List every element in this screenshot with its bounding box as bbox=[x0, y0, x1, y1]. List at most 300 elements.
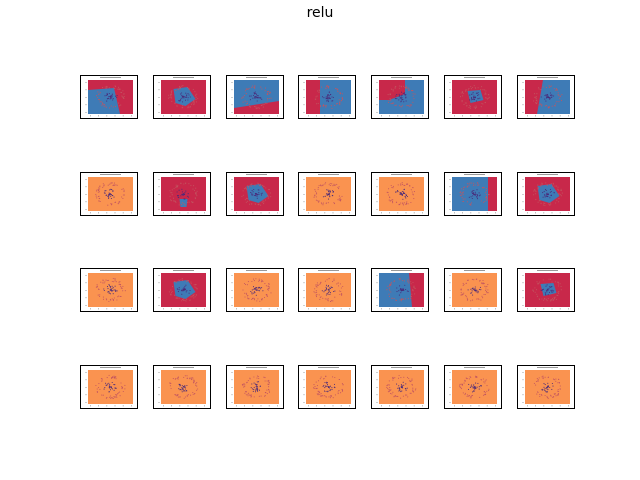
data-point bbox=[555, 103, 556, 104]
data-point bbox=[392, 380, 393, 381]
data-point bbox=[413, 93, 414, 94]
data-point bbox=[536, 98, 537, 99]
data-point bbox=[397, 191, 398, 192]
data-point bbox=[557, 295, 558, 296]
x-tick bbox=[552, 212, 553, 214]
data-point bbox=[255, 96, 256, 97]
data-point bbox=[548, 385, 549, 386]
data-point bbox=[475, 87, 476, 88]
data-point bbox=[245, 391, 246, 392]
subplot-4-2 bbox=[153, 365, 211, 409]
thumbnail-title bbox=[100, 367, 121, 368]
x-tick bbox=[277, 308, 278, 310]
x-tick bbox=[341, 212, 342, 214]
data-point bbox=[190, 395, 191, 396]
data-point bbox=[262, 290, 263, 291]
x-tick bbox=[171, 212, 172, 214]
data-point bbox=[188, 94, 189, 95]
x-tick bbox=[308, 212, 309, 214]
data-point bbox=[552, 383, 553, 384]
data-point bbox=[254, 92, 255, 93]
x-tick bbox=[236, 405, 237, 407]
data-point bbox=[475, 386, 476, 387]
subplot-1-7 bbox=[517, 75, 575, 119]
data-point bbox=[192, 392, 193, 393]
data-point bbox=[536, 381, 537, 382]
data-point bbox=[106, 95, 107, 96]
data-point bbox=[241, 98, 242, 99]
subplot-3-3 bbox=[226, 268, 284, 312]
data-point bbox=[177, 298, 178, 299]
data-point bbox=[194, 393, 195, 394]
y-tick bbox=[303, 275, 305, 276]
x-tick bbox=[196, 212, 197, 214]
data-point bbox=[247, 295, 248, 296]
y-tick bbox=[376, 179, 378, 180]
data-point bbox=[412, 194, 413, 195]
data-point bbox=[246, 293, 247, 294]
data-point bbox=[185, 396, 186, 397]
data-point bbox=[561, 94, 562, 95]
data-point bbox=[409, 381, 410, 382]
data-point bbox=[322, 290, 323, 291]
data-point bbox=[476, 107, 477, 108]
y-tick bbox=[522, 387, 524, 388]
data-point bbox=[253, 376, 254, 377]
data-point bbox=[317, 388, 318, 389]
data-point bbox=[256, 300, 257, 301]
data-point bbox=[97, 91, 98, 92]
data-point bbox=[113, 376, 114, 377]
data-point bbox=[105, 383, 106, 384]
data-point bbox=[463, 194, 464, 195]
data-point bbox=[244, 386, 245, 387]
data-point bbox=[461, 92, 462, 93]
data-point bbox=[264, 377, 265, 378]
x-tick bbox=[123, 212, 124, 214]
data-point bbox=[466, 377, 467, 378]
data-point bbox=[332, 300, 333, 301]
subplot-2-4 bbox=[298, 172, 356, 216]
data-point bbox=[268, 189, 269, 190]
thumbnail-plot bbox=[227, 366, 284, 409]
data-point bbox=[468, 389, 469, 390]
data-point bbox=[194, 91, 195, 92]
data-point bbox=[329, 92, 330, 93]
y-tick bbox=[522, 290, 524, 291]
data-point bbox=[184, 398, 185, 399]
data-point bbox=[328, 101, 329, 102]
data-point bbox=[179, 280, 180, 281]
data-point bbox=[472, 295, 473, 296]
data-point bbox=[183, 193, 184, 194]
data-point bbox=[387, 384, 388, 385]
data-point bbox=[411, 283, 412, 284]
data-point bbox=[258, 194, 259, 195]
subplot-4-5 bbox=[371, 365, 429, 409]
thumbnail-plot bbox=[81, 269, 138, 312]
data-point bbox=[545, 101, 546, 102]
data-point bbox=[337, 187, 338, 188]
y-tick bbox=[449, 305, 451, 306]
y-tick bbox=[85, 380, 87, 381]
data-point bbox=[256, 385, 257, 386]
data-point bbox=[536, 103, 537, 104]
data-point bbox=[540, 203, 541, 204]
data-point bbox=[388, 194, 389, 195]
data-point bbox=[185, 388, 186, 389]
data-point bbox=[413, 198, 414, 199]
data-point bbox=[183, 300, 184, 301]
y-tick bbox=[158, 380, 160, 381]
data-point bbox=[475, 387, 476, 388]
data-point bbox=[327, 279, 328, 280]
data-point bbox=[390, 393, 391, 394]
subplot-3-6 bbox=[444, 268, 502, 312]
data-point bbox=[540, 89, 541, 90]
y-tick bbox=[85, 194, 87, 195]
x-tick bbox=[495, 115, 496, 117]
data-point bbox=[389, 290, 390, 291]
data-point bbox=[542, 290, 543, 291]
x-tick bbox=[406, 115, 407, 117]
data-point bbox=[264, 104, 265, 105]
data-point bbox=[536, 96, 537, 97]
data-point bbox=[547, 284, 548, 285]
data-point bbox=[124, 385, 125, 386]
data-point bbox=[462, 95, 463, 96]
data-point bbox=[182, 299, 183, 300]
y-tick bbox=[158, 202, 160, 203]
data-point bbox=[549, 387, 550, 388]
data-point bbox=[186, 385, 187, 386]
data-point bbox=[486, 190, 487, 191]
y-tick bbox=[303, 305, 305, 306]
data-point bbox=[405, 197, 406, 198]
y-tick bbox=[376, 402, 378, 403]
y-tick bbox=[449, 82, 451, 83]
data-point bbox=[259, 301, 260, 302]
data-point bbox=[400, 391, 401, 392]
data-point bbox=[327, 97, 328, 98]
data-point bbox=[246, 202, 247, 203]
data-point bbox=[120, 286, 121, 287]
data-point bbox=[484, 391, 485, 392]
data-point bbox=[554, 186, 555, 187]
y-tick bbox=[449, 372, 451, 373]
data-point bbox=[470, 376, 471, 377]
data-point bbox=[342, 93, 343, 94]
x-tick bbox=[414, 115, 415, 117]
data-point bbox=[394, 377, 395, 378]
data-point bbox=[460, 295, 461, 296]
y-tick bbox=[376, 305, 378, 306]
data-point bbox=[179, 87, 180, 88]
data-point bbox=[561, 289, 562, 290]
data-point bbox=[415, 288, 416, 289]
data-point bbox=[550, 189, 551, 190]
data-point bbox=[543, 383, 544, 384]
data-point bbox=[547, 391, 548, 392]
data-point bbox=[405, 97, 406, 98]
data-point bbox=[472, 195, 473, 196]
x-tick bbox=[333, 212, 334, 214]
data-point bbox=[119, 105, 120, 106]
data-point bbox=[119, 281, 120, 282]
data-point bbox=[108, 197, 109, 198]
data-point bbox=[542, 289, 543, 290]
x-tick bbox=[454, 212, 455, 214]
data-point bbox=[474, 288, 475, 289]
data-point bbox=[539, 396, 540, 397]
data-point bbox=[558, 393, 559, 394]
data-point bbox=[328, 290, 329, 291]
y-tick bbox=[522, 112, 524, 113]
data-point bbox=[107, 93, 108, 94]
data-point bbox=[543, 279, 544, 280]
data-point bbox=[174, 103, 175, 104]
x-tick bbox=[244, 308, 245, 310]
data-point bbox=[243, 195, 244, 196]
data-point bbox=[470, 396, 471, 397]
data-point bbox=[533, 291, 534, 292]
data-point bbox=[171, 292, 172, 293]
data-point bbox=[316, 290, 317, 291]
data-point bbox=[329, 184, 330, 185]
data-point bbox=[387, 286, 388, 287]
data-point bbox=[330, 397, 331, 398]
data-point bbox=[186, 375, 187, 376]
data-point bbox=[473, 192, 474, 193]
data-point bbox=[316, 192, 317, 193]
data-point bbox=[260, 386, 261, 387]
data-point bbox=[398, 390, 399, 391]
data-point bbox=[96, 197, 97, 198]
data-point bbox=[471, 386, 472, 387]
data-point bbox=[552, 298, 553, 299]
data-point bbox=[107, 280, 108, 281]
data-point bbox=[181, 189, 182, 190]
data-point bbox=[112, 281, 113, 282]
data-point bbox=[196, 97, 197, 98]
data-point bbox=[170, 95, 171, 96]
data-point bbox=[558, 394, 559, 395]
data-point bbox=[403, 204, 404, 205]
data-point bbox=[546, 388, 547, 389]
data-point bbox=[481, 200, 482, 201]
data-point bbox=[101, 101, 102, 102]
data-point bbox=[539, 282, 540, 283]
y-tick bbox=[522, 209, 524, 210]
data-point bbox=[268, 382, 269, 383]
data-point bbox=[261, 105, 262, 106]
data-point bbox=[396, 202, 397, 203]
data-point bbox=[326, 391, 327, 392]
data-point bbox=[181, 95, 182, 96]
data-point bbox=[473, 183, 474, 184]
data-point bbox=[316, 382, 317, 383]
data-point bbox=[110, 95, 111, 96]
data-point bbox=[553, 379, 554, 380]
data-point bbox=[182, 191, 183, 192]
y-tick bbox=[231, 305, 233, 306]
data-point bbox=[412, 102, 413, 103]
data-point bbox=[460, 96, 461, 97]
data-point bbox=[542, 376, 543, 377]
x-tick bbox=[277, 212, 278, 214]
data-point bbox=[103, 395, 104, 396]
data-point bbox=[414, 293, 415, 294]
data-point bbox=[185, 93, 186, 94]
data-point bbox=[314, 288, 315, 289]
data-point bbox=[334, 105, 335, 106]
data-point bbox=[315, 284, 316, 285]
data-point bbox=[562, 193, 563, 194]
data-point bbox=[471, 191, 472, 192]
data-point bbox=[110, 389, 111, 390]
data-point bbox=[483, 187, 484, 188]
data-point bbox=[328, 298, 329, 299]
data-point bbox=[462, 91, 463, 92]
data-point bbox=[332, 281, 333, 282]
data-point bbox=[551, 183, 552, 184]
data-point bbox=[99, 296, 100, 297]
data-point bbox=[110, 287, 111, 288]
data-point bbox=[537, 101, 538, 102]
data-point bbox=[396, 98, 397, 99]
y-tick bbox=[85, 305, 87, 306]
y-tick bbox=[85, 97, 87, 98]
data-point bbox=[247, 394, 248, 395]
data-point bbox=[319, 284, 320, 285]
x-tick bbox=[90, 212, 91, 214]
thumbnail-title bbox=[391, 77, 412, 78]
thumbnail-title bbox=[100, 77, 121, 78]
thumbnail-plot bbox=[372, 76, 429, 119]
data-point bbox=[321, 377, 322, 378]
data-point bbox=[110, 196, 111, 197]
data-point bbox=[401, 384, 402, 385]
data-point bbox=[472, 198, 473, 199]
data-point bbox=[552, 106, 553, 107]
data-point bbox=[329, 193, 330, 194]
x-tick bbox=[115, 212, 116, 214]
y-tick bbox=[522, 202, 524, 203]
y-tick bbox=[449, 202, 451, 203]
data-point bbox=[471, 196, 472, 197]
data-point bbox=[561, 286, 562, 287]
data-point bbox=[259, 290, 260, 291]
thumbnail-plot bbox=[518, 173, 575, 216]
data-point bbox=[549, 286, 550, 287]
data-point bbox=[393, 378, 394, 379]
data-point bbox=[104, 104, 105, 105]
data-point bbox=[551, 290, 552, 291]
y-tick bbox=[158, 187, 160, 188]
data-point bbox=[119, 201, 120, 202]
data-point bbox=[177, 185, 178, 186]
data-point bbox=[539, 298, 540, 299]
data-point bbox=[552, 290, 553, 291]
x-tick bbox=[261, 212, 262, 214]
data-point bbox=[484, 286, 485, 287]
data-point bbox=[412, 90, 413, 91]
decision-region-overlay bbox=[306, 80, 320, 114]
data-point bbox=[393, 281, 394, 282]
data-point bbox=[196, 194, 197, 195]
data-point bbox=[332, 195, 333, 196]
data-point bbox=[558, 101, 559, 102]
data-point bbox=[341, 287, 342, 288]
x-tick bbox=[196, 115, 197, 117]
data-point bbox=[170, 196, 171, 197]
y-tick bbox=[376, 90, 378, 91]
data-point bbox=[250, 291, 251, 292]
x-tick bbox=[324, 212, 325, 214]
data-point bbox=[196, 390, 197, 391]
data-point bbox=[179, 86, 180, 87]
data-point bbox=[195, 383, 196, 384]
data-point bbox=[328, 94, 329, 95]
data-point bbox=[104, 389, 105, 390]
data-point bbox=[254, 88, 255, 89]
data-point bbox=[328, 86, 329, 87]
data-point bbox=[114, 390, 115, 391]
data-point bbox=[488, 98, 489, 99]
data-point bbox=[176, 298, 177, 299]
data-point bbox=[116, 397, 117, 398]
x-tick bbox=[454, 405, 455, 407]
data-point bbox=[330, 292, 331, 293]
data-point bbox=[314, 189, 315, 190]
data-point bbox=[112, 377, 113, 378]
data-point bbox=[179, 289, 180, 290]
data-point bbox=[547, 389, 548, 390]
data-point bbox=[256, 388, 257, 389]
data-point bbox=[326, 97, 327, 98]
data-point bbox=[318, 393, 319, 394]
thumbnail-plot bbox=[518, 269, 575, 312]
data-point bbox=[338, 282, 339, 283]
data-point bbox=[317, 282, 318, 283]
data-point bbox=[194, 286, 195, 287]
x-tick bbox=[204, 115, 205, 117]
data-point bbox=[396, 384, 397, 385]
data-point bbox=[393, 89, 394, 90]
data-point bbox=[113, 197, 114, 198]
data-point bbox=[243, 383, 244, 384]
data-point bbox=[473, 279, 474, 280]
data-point bbox=[339, 102, 340, 103]
data-point bbox=[249, 204, 250, 205]
data-point bbox=[472, 391, 473, 392]
x-tick bbox=[543, 115, 544, 117]
y-tick bbox=[376, 105, 378, 106]
data-point bbox=[479, 98, 480, 99]
data-point bbox=[104, 290, 105, 291]
data-point bbox=[116, 97, 117, 98]
data-point bbox=[181, 92, 182, 93]
data-point bbox=[402, 105, 403, 106]
thumbnail-plot bbox=[227, 269, 284, 312]
data-point bbox=[536, 289, 537, 290]
data-point bbox=[481, 103, 482, 104]
data-point bbox=[555, 395, 556, 396]
data-point bbox=[250, 99, 251, 100]
data-point bbox=[107, 286, 108, 287]
data-point bbox=[539, 394, 540, 395]
data-point bbox=[542, 184, 543, 185]
